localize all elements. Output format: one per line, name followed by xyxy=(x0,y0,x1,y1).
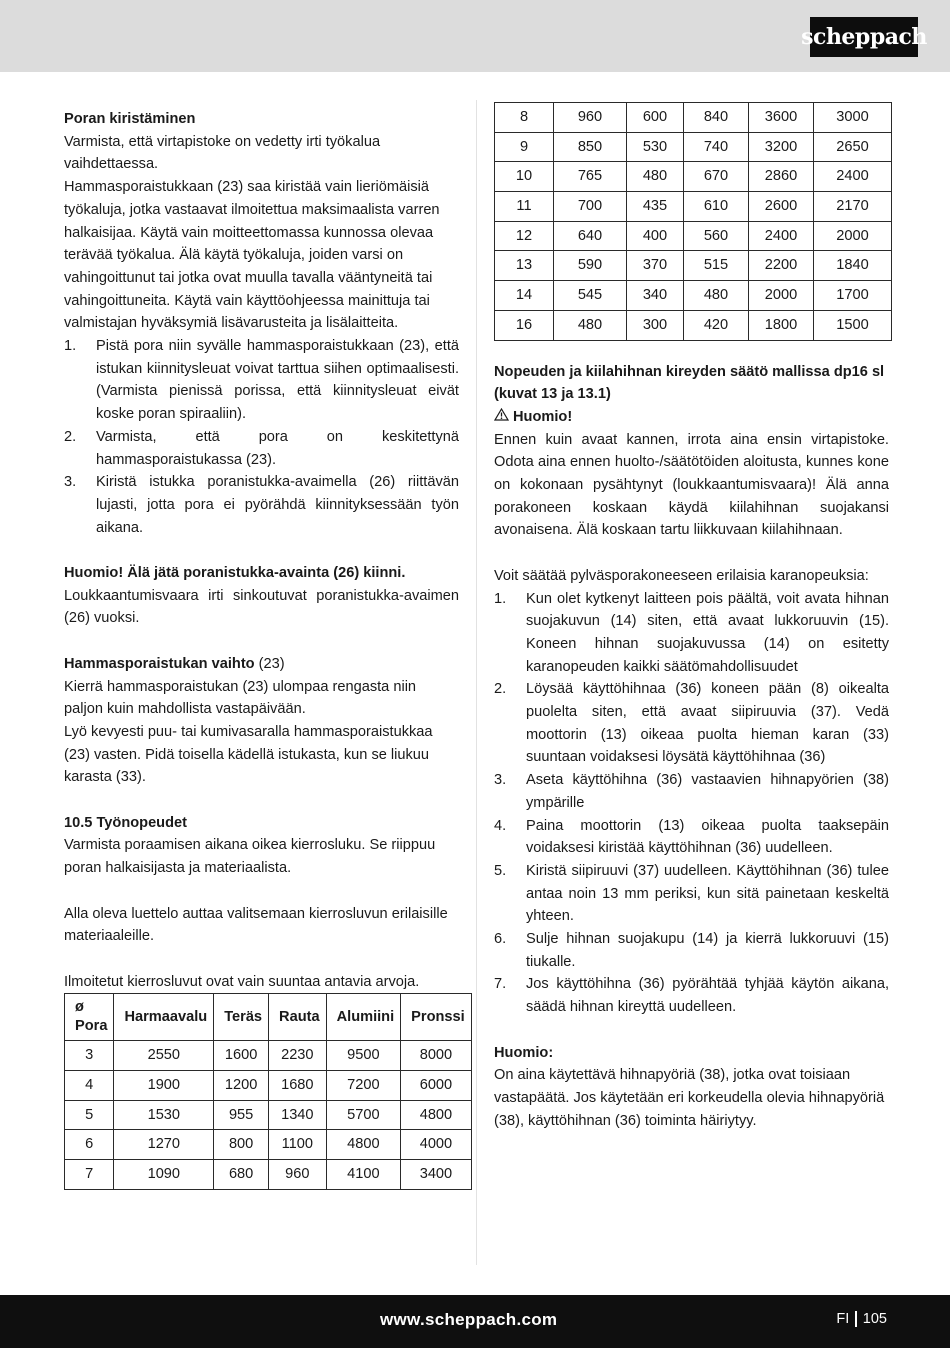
chuck-change-text-2: Lyö kevyesti puu- tai kumivasaralla hammasporaistukkaa (23) vasten. Pidä toisella kädellä istukasta, kun se liukuu karasta (33). xyxy=(64,723,433,786)
belt-note-text: On aina käytettävä hihnapyöriä (38), jotka ovat toisiaan vastapäätä. Jos käytetään eri korkeudella olevia hihnapyöriä (38), käyttöhihnan (36) toiminta häiriytyy. xyxy=(494,1067,885,1129)
list-item: 7. Jos käyttöhihna (36) pyörähtää tyhjää käytön aikana, säädä hihnan kireyttä uudelleen. xyxy=(494,976,889,1016)
scheppach-logo: scheppach xyxy=(810,17,918,57)
section-heading: 10.5 Työnopeudet xyxy=(64,814,187,831)
left-column xyxy=(64,108,465,1190)
drill-tightening-text-2: Hammasporaistukkaan (23) saa kiristää vain lieriömäisiä työkaluja, jotka vastaavat ilmoitettua maksimaalista varren halkaisijaa. Käytä vain moitteettomassa kunnossa olevaa terävää työkalua. Älä käytä työkaluja, joiden varsi on vahingoittunut tai jotka ovat muulla tavalla vääntyneitä tai vahingoittuneita. Käytä vain käyttöohjeessa mainittuja tai valmistajan hyväksymiä lisävarusteita ja lisälaitteita. xyxy=(64,179,440,332)
separator xyxy=(855,1311,857,1327)
belt-adjust-heading: Nopeuden ja kiilahihnan kireyden säätö mallissa dp16 sl (kuvat 13 ja 13.1) xyxy=(494,363,885,403)
footer-bar xyxy=(0,1295,950,1348)
drill-tightening-text: Varmista, että virtapistoke on vedetty irti työkalua vaihdettaessa. xyxy=(64,133,381,173)
list-item: 3. Aseta käyttöhihna (36) vastaavien hihnapyörien (38) ympärille xyxy=(494,772,889,811)
drill-tightening-heading: Poran kiristäminen xyxy=(64,111,196,127)
table-row: 5 1530 955 1340 5700 4800 xyxy=(65,1100,472,1130)
table-row: 3 2550 1600 2230 9500 8000 xyxy=(65,1041,472,1071)
page-indicator xyxy=(836,1311,887,1327)
speed-table-left xyxy=(64,993,472,1189)
footer-url-link[interactable]: www.scheppach.com xyxy=(380,1310,558,1329)
speeds-intro: Voit säätää pylväsporakoneeseen erilaisia karanopeuksia: xyxy=(494,567,869,584)
table-row: 4 1900 1200 1680 7200 6000 xyxy=(65,1071,472,1101)
list-item: 6. Sulje hihnan suojakupu (14) ja kierrä lukkoruuvi (15) tiukalle. xyxy=(494,931,889,970)
language-code: FI xyxy=(836,1311,850,1327)
table-row: 13 590 370 515 2200 1840 xyxy=(495,251,892,281)
speed-note: Ilmoitetut kierrosluvut ovat vain suuntaa antavia arvoja. xyxy=(64,973,420,990)
table-row: 6 1270 800 1100 4800 4000 xyxy=(65,1130,472,1160)
column-divider xyxy=(476,100,477,1265)
chuck-key-warning-heading: Huomio! Älä jätä poranistukka-avainta (26) kiinni. xyxy=(64,565,406,582)
list-item: 1. Pistä pora niin syvälle hammasporaistukkaan (23), että istukan kiinnitysleuat voivat tarttua siihen optimaalisesti. (Varmista pienissä porissa, että kiinnitysleuat eivät koske poran spiraaliin). xyxy=(64,338,459,423)
page-number: 105 xyxy=(862,1311,887,1327)
warning-triangle-icon xyxy=(494,406,509,429)
table-row: 16 480 300 420 1800 1500 xyxy=(495,310,892,340)
list-item: 4. Paina moottorin (13) oikeaa puolta taaksepäin voidaksesi kiristää käyttöhihnan (36) uudelleen. xyxy=(494,817,889,857)
table-row: 8 960 600 840 3600 3000 xyxy=(495,103,892,133)
list-item: 3. Kiristä istukka poranistukka-avaimella (26) riittävän lujasti, jotta pora ei pyörähdä kiinnityksessään työn aikana. xyxy=(64,474,459,536)
belt-warning-text: Ennen kuin avaat kannen, irrota aina ensin virtapistoke. Odota aina ennen huolto-/säätötöiden aloitusta, kunnes kone on kokonaan pysähtynyt (loukkaantumisvaara)! Älä anna porakoneen koskaan käydä kiilahihnan suojakansi avonaisena. Älä koskaan tartu liikkuvaan kiilahihnaan. xyxy=(494,431,889,539)
belt-adjust-steps xyxy=(494,588,889,1019)
belt-warning-label-row: Huomio! xyxy=(494,406,889,429)
section-text: Varmista poraamisen aikana oikea kierrosluku. Se riippuu poran halkaisijasta ja materiaalista. xyxy=(64,837,436,877)
table-row: 10 765 480 670 2860 2400 xyxy=(495,162,892,192)
speed-table-right xyxy=(494,102,892,341)
chuck-change-heading: Hammasporaistukan vaihto (23) xyxy=(64,655,285,672)
table-row: 14 545 340 480 2000 1700 xyxy=(495,281,892,311)
table-row: 7 1090 680 960 4100 3400 xyxy=(65,1160,472,1190)
table-row: 9 850 530 740 3200 2650 xyxy=(495,132,892,162)
drill-tightening-steps xyxy=(64,335,459,539)
header-bar xyxy=(0,0,950,72)
table-header-row: ø Pora Harmaavalu Teräs Rauta Alumiini Pronssi xyxy=(65,994,472,1041)
table-row: 11 700 435 610 2600 2170 xyxy=(495,192,892,222)
list-item: 2. Varmista, että pora on keskitettynä hammasporaistukassa (23). xyxy=(64,428,459,468)
chuck-key-warning-text: Loukkaantumisvaara irti sinkoutuvat poranistukka-avaimen (26) vuoksi. xyxy=(64,587,459,627)
list-item: 5. Kiristä siipiruuvi (37) uudelleen. Käyttöhihnan (36) tulee antaa noin 13 mm periksi, kun sitä painetaan keskeltä yhteen. xyxy=(494,862,889,925)
list-item: 2. Löysää käyttöhihnaa (36) koneen pään (8) oikealta puolelta siten, että avaat siipiruuvia (37). Vedä moottorin (13) oikeaa puolta hieman karan (33) suuntaan voidaksesi löysätä käyttöhihnaa (36) xyxy=(494,681,889,766)
right-column xyxy=(494,102,889,1132)
list-item: 1. Kun olet kytkenyt laitteen pois päältä, voit avata hihnan suojakuvun (14) siten, että avaat lukkoruuvin (15). Koneen hihnan suojakuvussa (14) on esitetty karanopeuden kaikki säätömahdollisuudet xyxy=(494,590,889,675)
chuck-change-text-1: Kierrä hammasporaistukan (23) ulompaa rengasta niin paljon kuin mahdollista vastapäivään. xyxy=(64,678,417,718)
list-intro: Alla oleva luettelo auttaa valitsemaan kierrosluvun erilaisille materiaaleille. xyxy=(64,905,448,945)
belt-note-heading: Huomio: xyxy=(494,1044,554,1061)
table-row: 12 640 400 560 2400 2000 xyxy=(495,221,892,251)
